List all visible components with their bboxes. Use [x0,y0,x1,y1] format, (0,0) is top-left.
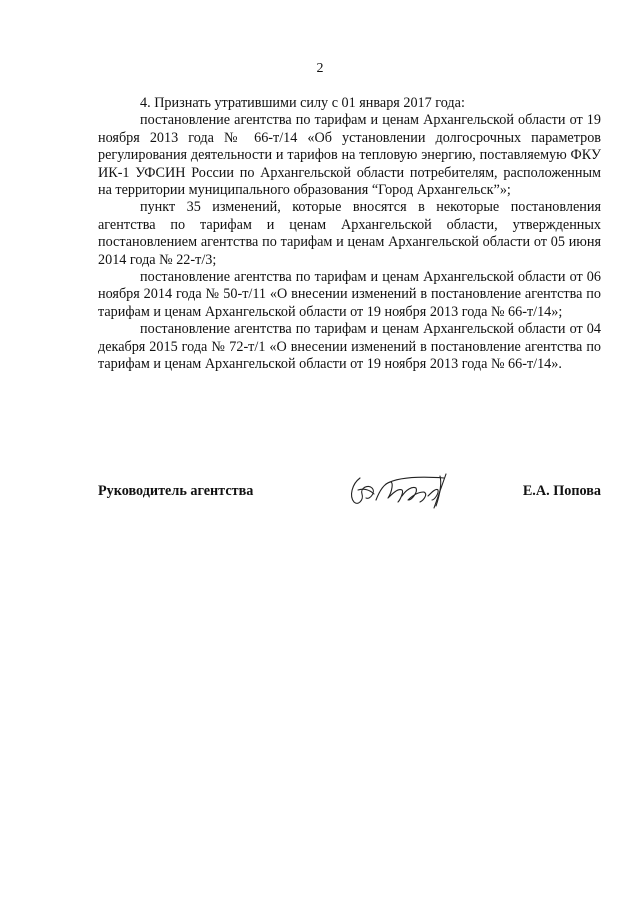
paragraph-resolution-50: постановление агентства по тарифам и ценам Архангельской области от 06 ноября 2014 года № 50-т/11 «О внесении изменений в постановление агентства по тарифам и ценам Архангельской области от 19 ноября 2013 года № 66-т/14»; [98,269,601,320]
paragraph-item-4: 4. Признать утратившими силу с 01 января 2017 года: [140,95,465,111]
signature-block [98,470,601,510]
signatory-title: Руководитель агентства [98,483,254,499]
paragraph-point-35: пункт 35 изменений, которые вносятся в некоторые постановления агентства по тарифам и ценам Архангельской области, утвержденных постановлением агентства по тарифам и ценам Архангельской области от 05 июня 2014 года № 22-т/3; [98,199,601,268]
paragraph-resolution-66: постановление агентства по тарифам и ценам Архангельской области от 19 ноября 2013 года № 66-т/14 «Об установлении долгосрочных параметров регулирования деятельности и тарифов на тепловую энергию, поставляемую ФКУ ИК-1 УФСИН России по Архангельской области потребителям, расположенным на территории муниципального образования “Город Архангельск”»; [98,112,601,199]
signatory-name: Е.А. Попова [522,483,601,499]
page-number: 2 [316,61,324,76]
document-body [98,95,601,374]
handwritten-signature [346,470,456,510]
paragraph-resolution-72: постановление агентства по тарифам и ценам Архангельской области от 04 декабря 2015 года № 72-т/1 «О внесении изменений в постановление агентства по тарифам и ценам Архангельской области от 19 ноября 2013 года № 66-т/14». [98,321,601,373]
